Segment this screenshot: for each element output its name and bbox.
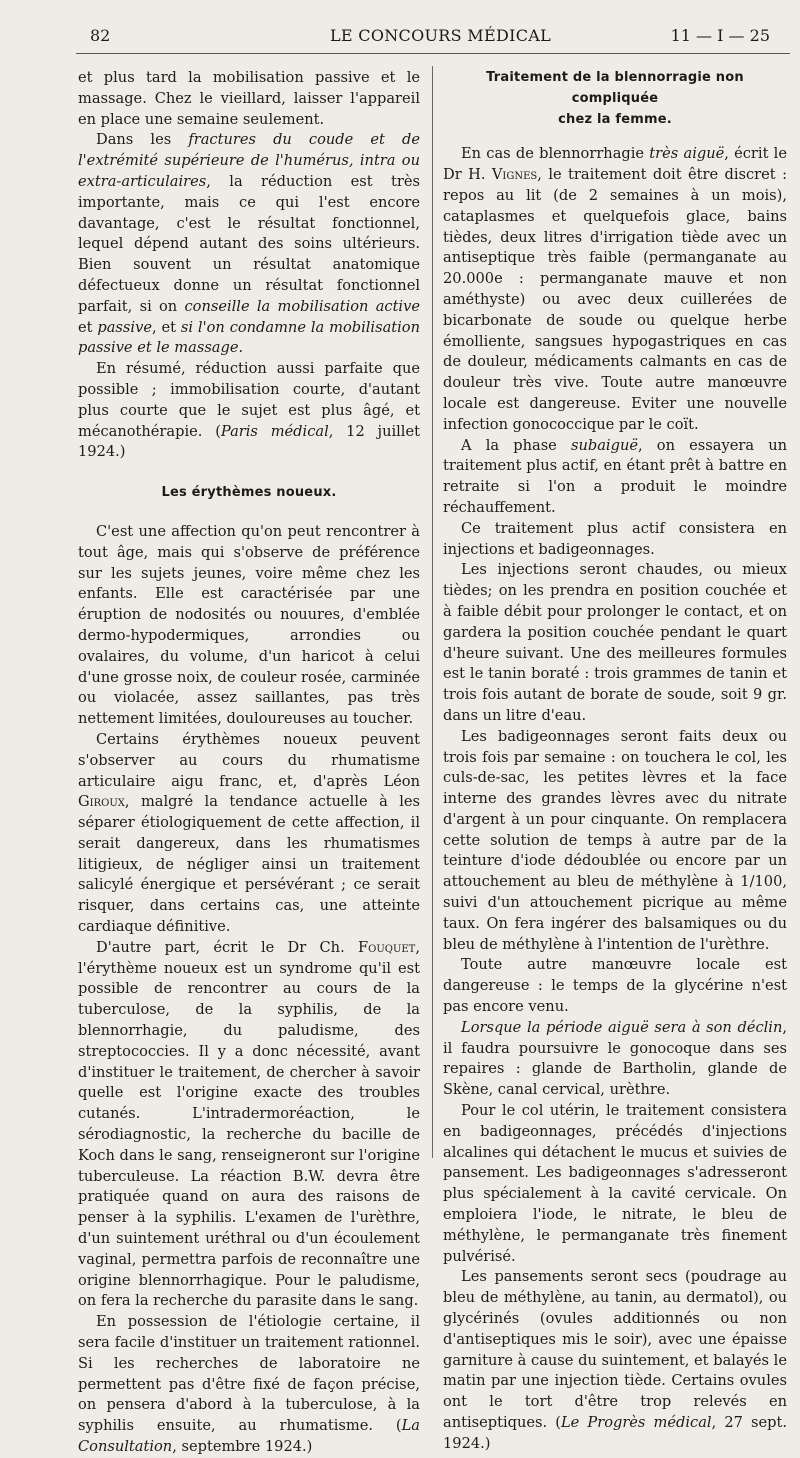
page-number: 82 [90, 26, 111, 45]
page-header [90, 24, 770, 48]
paragraph: En résumé, réduction aussi parfaite que possible ; immobilisation courte, d'autant plus courte que le sujet est plus âgé, et mécanothérapie. (Paris médical, 12 juillet 1924.) [78, 360, 420, 461]
journal-title: LE CONCOURS MÉDICAL [330, 26, 552, 45]
paragraph: Certains érythèmes noueux peuvent s'observer au cours du rhumatisme articulaire aigu franc, et, d'après Léon Giroux, malgré la tendance actuelle à les séparer étiologiquement de cette affection, il serait dangereux, dans les rhumatismes litigieux, de négliger ainsi un traitement salicylé énergique et persévérant ; ce serait risquer, dans certains cas, une atteinte cardiaque définitive. [78, 730, 420, 936]
paragraph: Les injections seront chaudes, ou mieux tièdes; on les prendra en position couchée et à faible débit pour prolonger le contact, et on gardera la position couchée pendant le quart d'heure suivant. Une des meilleures formules est le tanin boraté : trois grammes de tanin et trois fois autant de borate de soude, soit 9 gr. dans un litre d'eau. [443, 561, 787, 724]
paragraph: Les badigeonnages seront faits deux ou trois fois par semaine : on touchera le col, les culs-de-sac, les petites lèvres et la face interne des grandes lèvres avec du nitrate d'argent à un pour cinquante. On remplacera cette solution de temps à autre par de la teinture d'iode dédoublée ou encore par un attouchement au bleu de méthylène à 1/100, suivi d'un attouchement picrique au même taux. On fera ingérer des balsamiques ou du bleu de méthylène à l'intention de l'urèthre. [443, 727, 787, 953]
paragraph: C'est une affection qu'on peut rencontrer à tout âge, mais qui s'observe de préférence sur les sujets jeunes, voire même chez les enfants. Elle est caractérisée par une éruption de nodosités ou nouures, d'emblée dermo-hypodermiques, arrondies ou ovalaires, du volume, d'un haricot à celui d'une grosse noix, de couleur rosée, carminée ou violacée, assez saillantes, pas très nettement limitées, douloureuses au toucher. [78, 522, 420, 728]
paragraph: D'autre part, écrit le Dr Ch. Fouquet, l'érythème noueux est un syndrome qu'il est possible de rencontrer au cours de la tuberculose, de la syphilis, de la blennorrhagie, du paludisme, des streptococcies. Il y a donc nécessité, avant d'instituer le traitement, de chercher à savoir quelle est l'origine exacte des troubles cutanés. L'intradermoréaction, le sérodiagnostic, la recherche du bacille de Koch dans le sang, renseigneront sur l'origine tuberculeuse. La réaction B.W. devra être pratiquée quand on aura des raisons de penser à la syphilis. L'examen de l'urèthre, d'un suintement uréthral ou d'un écoulement vaginal, permettra parfois de reconnaître une origine blennorrhagique. Pour le paludisme, on fera la recherche du parasite dans le sang. [78, 938, 420, 1310]
paragraph: En possession de l'étiologie certaine, il sera facile d'instituer un traitement rationnel. Si les recherches de laboratoire ne permettent pas d'être fixé de façon précise, on pensera d'abord à la tuberculose, à la syphilis ensuite, au rhumatisme. (La Consultation, septembre 1924.) [78, 1313, 420, 1455]
paragraph: Ce traitement plus actif consistera en injections et badigeonnages. [443, 519, 787, 558]
paragraph: A la phase subaiguë, on essayera un traitement plus actif, en étant prêt à battre en retraite si l'on a produit le moindre réchauffement. [443, 436, 787, 516]
right-column [443, 68, 787, 1455]
paragraph: Pour le col utérin, le traitement consistera en badigeonnages, précédés d'injections alcalines qui détachent le mucus et suivies de pansement. Les badigeonnages s'adresseront plus spécialement à la cavité cervicale. On emploiera l'iode, le nitrate, le bleu de méthylène, le permanganate très finement pulvérisé. [443, 1102, 787, 1265]
paragraph: Lorsque la période aiguë sera à son déclin, il faudra poursuivre le gonocoque dans ses repaires : glande de Bartholin, glande de Skène, canal cervical, urèthre. [443, 1018, 787, 1099]
paragraph: En cas de blennorrhagie très aiguë, écrit le Dr H. Vignes, le traitement doit être discret : repos au lit (de 2 semaines à un mois), cataplasmes et quelquefois glace, bains tièdes, deux litres d'irrigation tiède avec un antiseptique très faible (permanganate au 20.000e : permanganate mauve et non améthyste) ou avec deux cuillerées de bicarbonate de soude ou quelque herbe émolliente, sangsues hypogastriques en cas de douleur, médicaments calmants en cas de douleur très vive. Toute autre manœuvre locale est dangereuse. Eviter une nouvelle infection gonococcique par le coït. [443, 145, 787, 433]
header-rule [76, 53, 790, 54]
left-column [78, 68, 420, 1458]
paragraph: Les pansements seront secs (poudrage au bleu de méthylène, au tanin, au dermatol), ou glycérinés (ovules additionnés ou non d'antiseptiques mis le soir), avec une épaisse garniture à cause du suintement, et balayés le matin par une injection tiède. Certains ovules ont le tort d'être trop relevés en antiseptiques. (Le Progrès médical, 27 sept. 1924.) [443, 1268, 787, 1452]
section-heading: Les érythèmes noueux. [161, 485, 337, 501]
article-heading: Traitement de la blennorragie non compliquée chez la femme. [486, 70, 744, 127]
issue-date: 11 — I — 25 [670, 26, 770, 45]
paragraph: Dans les fractures du coude et de l'extrémité supérieure de l'humérus, intra ou extra-articulaires, la réduction est très importante, mais ce qui l'est encore davantage, c'est le résultat fonctionnel, lequel dépend autant des soins ultérieurs. Bien souvent un résultat anatomique défectueux donne un résultat fonctionnel parfait, si on conseille la mobilisation active et passive, et si l'on condamne la mobilisation passive et le massage. [78, 131, 420, 357]
paragraph: et plus tard la mobilisation passive et le massage. Chez le vieillard, laisser l'appareil en place une semaine seulement. [78, 69, 420, 128]
paragraph: Toute autre manœuvre locale est dangereuse : le temps de la glycérine n'est pas encore venu. [443, 956, 787, 1016]
column-divider [432, 66, 433, 1158]
